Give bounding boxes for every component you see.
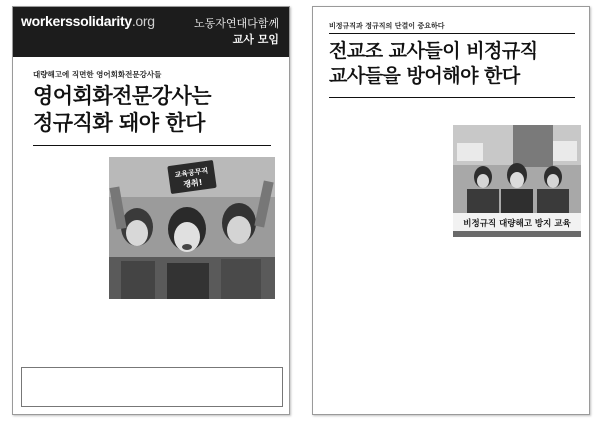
photo-sign-text-1: 교육공무직 <box>174 166 209 180</box>
article-headline <box>33 83 273 137</box>
body-column-2 <box>109 313 161 363</box>
rally-photo <box>453 125 581 237</box>
headline-line-1: 영어회화전문강사는 <box>33 84 212 108</box>
right-page <box>312 6 590 415</box>
article-kicker-right: 비정규직과 정규직의 단결이 중요하다 <box>329 22 445 30</box>
right-body-column-3 <box>501 243 581 407</box>
protest-photo <box>109 157 275 299</box>
kicker-rule <box>329 33 575 34</box>
org-subtitle: 교사 모임 <box>232 33 279 46</box>
logo-ext: .org <box>131 13 155 29</box>
logo-main: workerssolidarity <box>21 13 132 29</box>
masthead <box>13 7 289 57</box>
photo-sign-text-2: 쟁취! <box>182 177 203 190</box>
rally-photo-image <box>453 125 581 237</box>
article-kicker: 대량해고에 직면한 영어회화전문강사들 <box>33 70 162 79</box>
footer-box <box>21 367 283 407</box>
left-page <box>12 6 290 415</box>
body-column-1 <box>27 153 77 363</box>
headline-line-2: 정규직화 돼야 한다 <box>33 111 205 135</box>
article-headline-right <box>329 39 579 89</box>
protest-photo-image <box>109 157 275 299</box>
right-body-column-1 <box>329 167 409 407</box>
right-body-column-2 <box>415 243 495 407</box>
rally-banner-text: 비정규직 대량해고 방지 교육 <box>463 219 571 229</box>
site-logo[interactable] <box>21 13 155 29</box>
org-name: 노동자연대다함께 <box>193 17 279 30</box>
headline-rule <box>33 145 271 146</box>
body-column-3 <box>167 313 219 363</box>
headline-rule-right <box>329 97 575 98</box>
headline-right-line-2: 교사들을 방어해야 한다 <box>329 65 520 87</box>
body-column-4 <box>225 313 277 363</box>
headline-right-line-1: 전교조 교사들이 비정규직 <box>329 40 538 62</box>
